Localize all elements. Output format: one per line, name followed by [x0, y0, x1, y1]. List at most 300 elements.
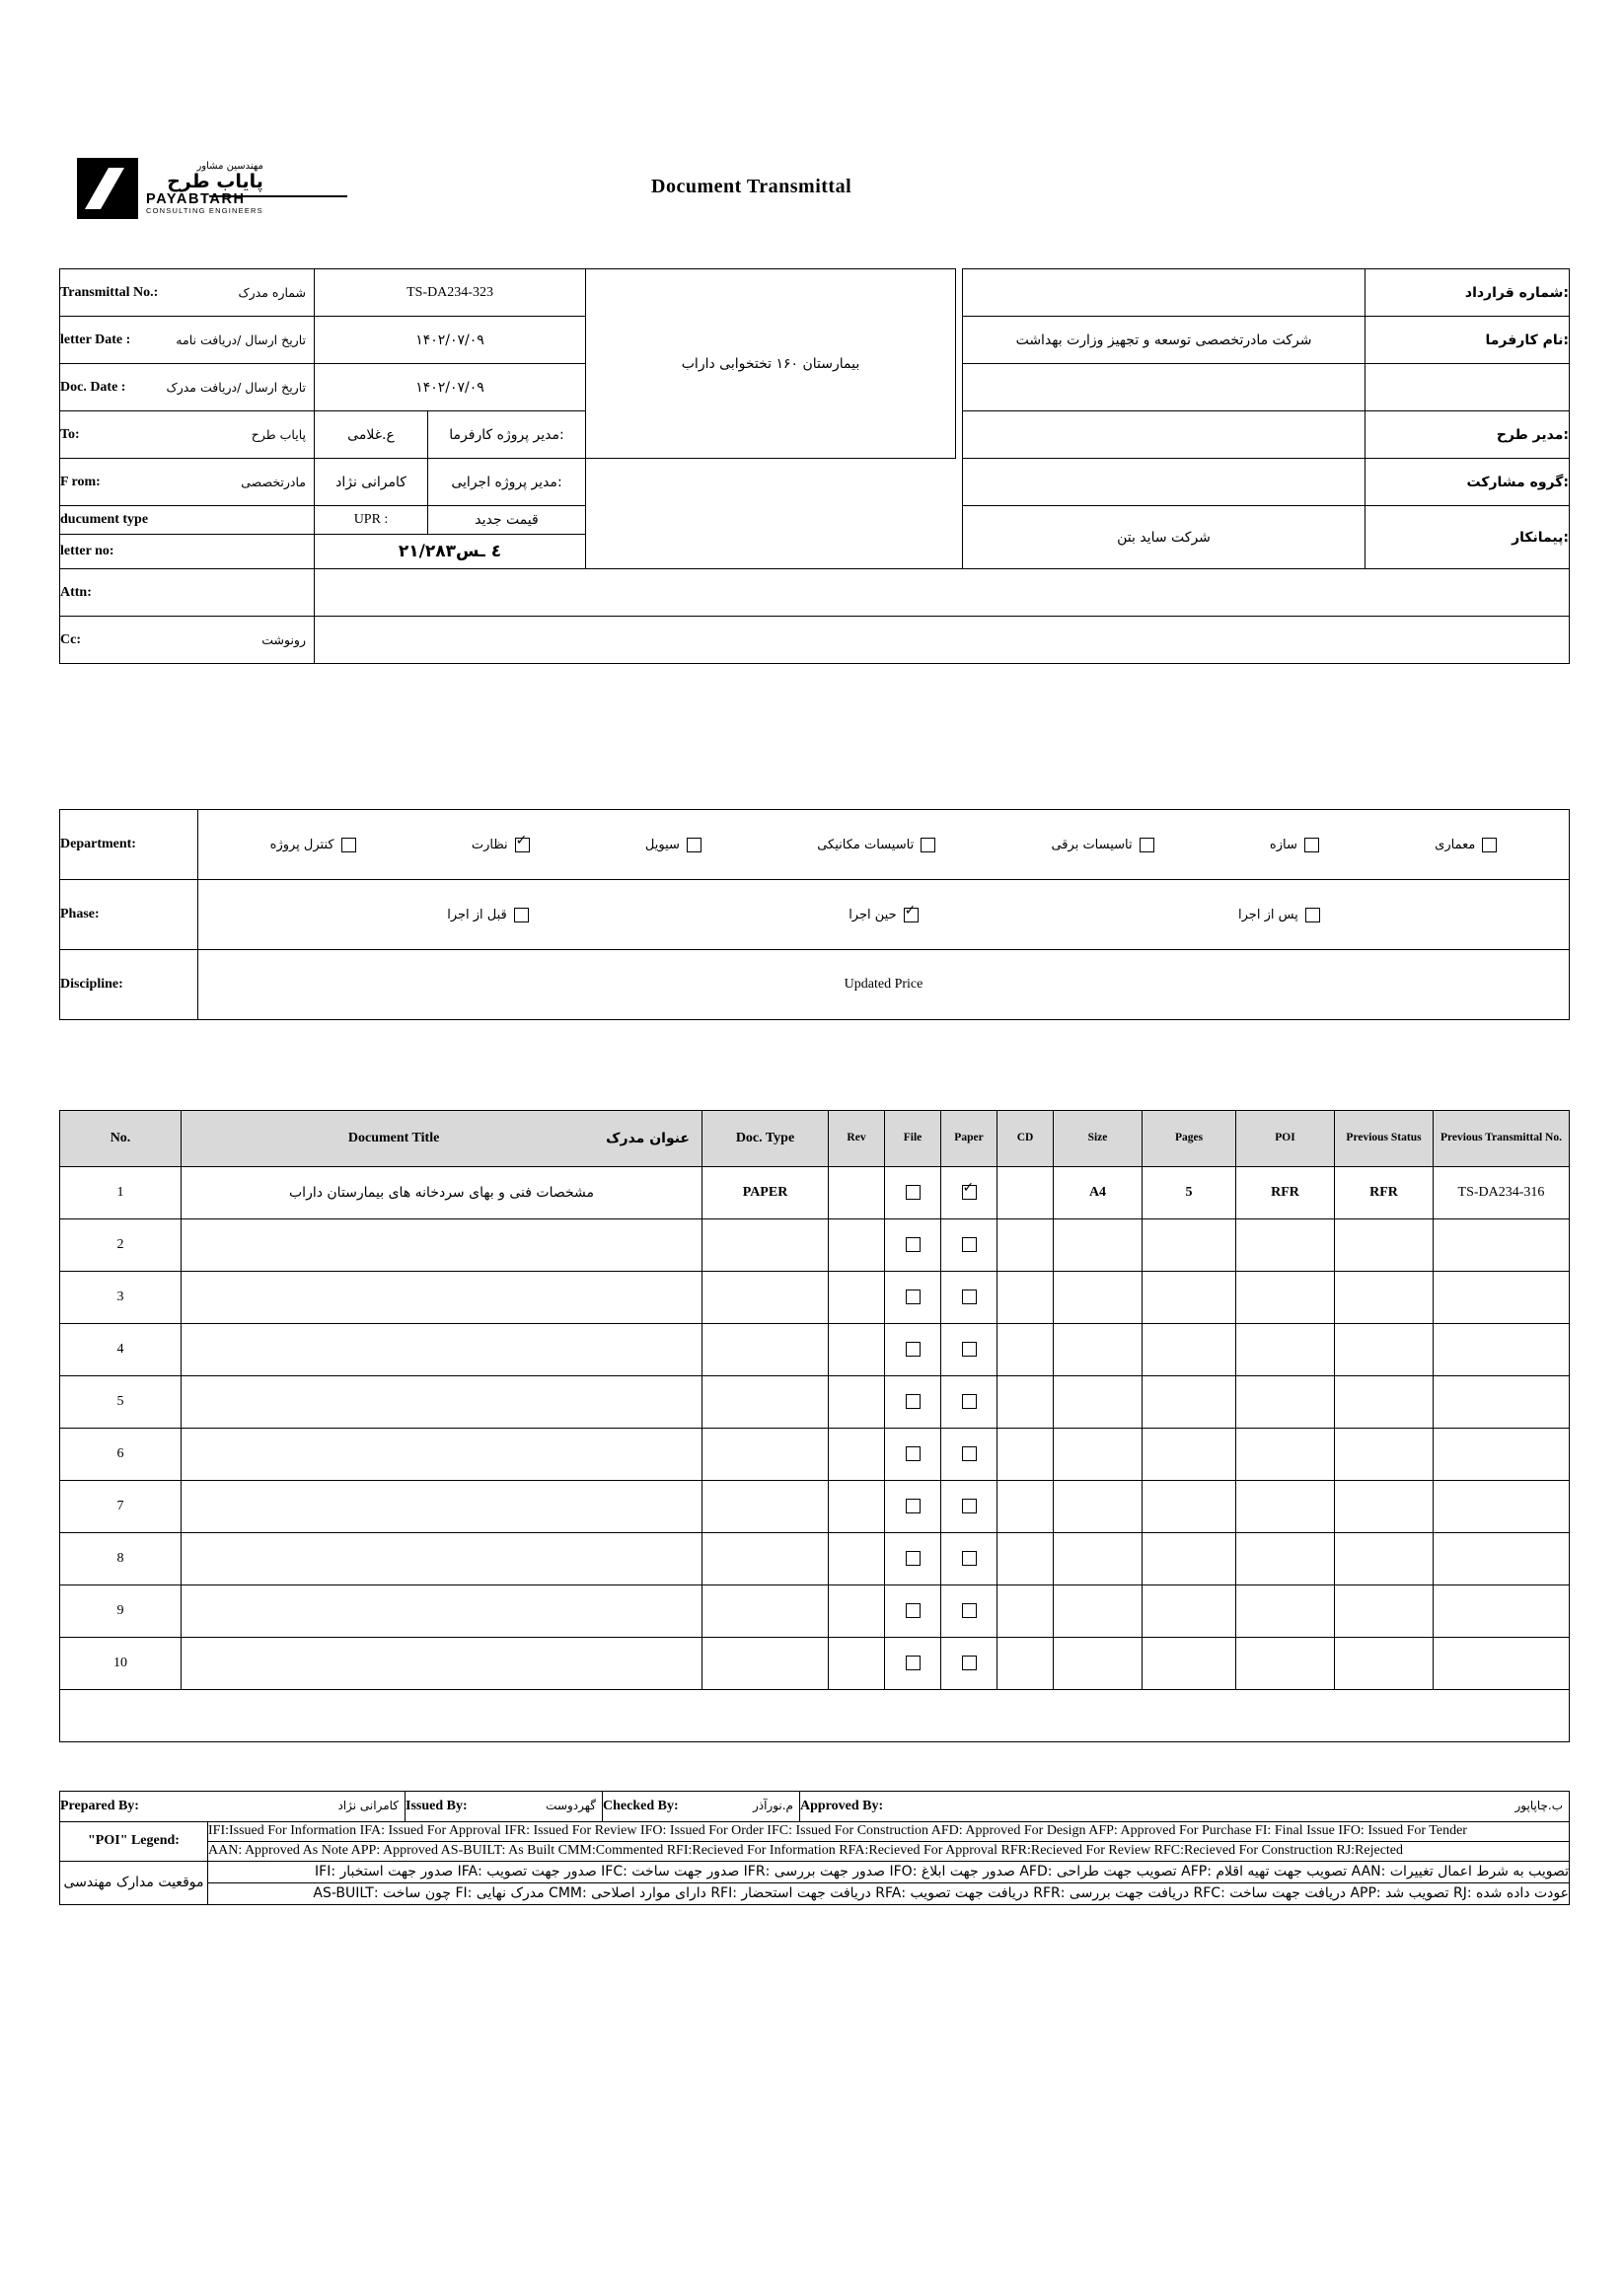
- checkbox-icon[interactable]: [962, 1656, 977, 1670]
- prepared-by-cell: [60, 1792, 406, 1822]
- notes-area[interactable]: [60, 1690, 1570, 1742]
- cell-pages: [1143, 1324, 1236, 1376]
- logo-mark-icon: [77, 158, 138, 219]
- logo-fa-big: پایاب طرح: [167, 170, 263, 192]
- label-fa: مادرتخصصی: [241, 474, 306, 489]
- checkbox-icon[interactable]: [962, 1551, 977, 1566]
- legend-row-1: [60, 1822, 1570, 1842]
- legend-row-3: [60, 1861, 1570, 1882]
- cell-poi: [1236, 1429, 1335, 1481]
- cell-size: [1054, 1219, 1143, 1272]
- cell-cd: [997, 1638, 1054, 1690]
- label-en: Attn:: [60, 584, 92, 600]
- cell-no: 6: [60, 1429, 182, 1481]
- dept-option-label: سیویل: [644, 837, 680, 852]
- checkbox-icon[interactable]: [906, 1603, 921, 1618]
- cell-cd: [997, 1429, 1054, 1481]
- transmittal-info-block: [59, 268, 1569, 664]
- cell-no: 7: [60, 1481, 182, 1533]
- value-doc-date: ۱۴۰۲/۰۷/۰۹: [315, 364, 586, 411]
- checkbox-icon[interactable]: [514, 908, 529, 922]
- cell-no: 5: [60, 1376, 182, 1429]
- info-row: [60, 269, 1570, 317]
- cell-title: [182, 1481, 702, 1533]
- checkbox-icon[interactable]: [1140, 838, 1154, 852]
- cell-file[interactable]: [885, 1429, 941, 1481]
- cell-title: مشخصات فنی و بهای سردخانه های بیمارستان داراب: [182, 1167, 702, 1219]
- col-previous-transmittal-no: Previous Transmittal No.: [1434, 1111, 1570, 1167]
- cell-size: [1054, 1585, 1143, 1638]
- cell-paper[interactable]: [941, 1219, 997, 1272]
- cell-pages: [1143, 1376, 1236, 1429]
- cell-file[interactable]: [885, 1376, 941, 1429]
- cell-previous-transmittal-no: [1434, 1272, 1570, 1324]
- cell-previous-status: RFR: [1335, 1167, 1434, 1219]
- label-plan-manager: مدیر طرح:: [1366, 411, 1570, 459]
- col-document-title-fa: عنوان مدرک: [606, 1131, 690, 1146]
- checkbox-icon[interactable]: [921, 838, 935, 852]
- cell-cd: [997, 1481, 1054, 1533]
- label-discipline: Discipline:: [60, 950, 198, 1020]
- cell-previous-transmittal-no: TS-DA234-316: [1434, 1167, 1570, 1219]
- checked-by-cell: [603, 1792, 800, 1822]
- col-cd: CD: [997, 1111, 1054, 1167]
- cell-pages: [1143, 1481, 1236, 1533]
- label-en: letter no:: [60, 544, 114, 558]
- cell-doc-type: [702, 1585, 829, 1638]
- value-employer-name: شرکت مادرتخصصی توسعه و تجهیز وزارت بهداشت: [963, 317, 1366, 364]
- cell-no: 9: [60, 1585, 182, 1638]
- legend-line-3: تصویب به شرط اعمال تغییرات :AAN تصویب جهت تهیه اقلام :AFP تصویب جهت طراحی :AFD صدور جهت ابلاغ :IFO صدور جهت بررسی :IFR صدور جهت ساخت :IFC صدور جهت تصویب :IFA صدور جهت استخبار :IFI: [208, 1861, 1570, 1882]
- phase-option-after[interactable]: [1238, 908, 1320, 922]
- value-discipline: Updated Price: [198, 950, 1570, 1020]
- cell-previous-transmittal-no: [1434, 1324, 1570, 1376]
- cell-rev: [829, 1638, 885, 1690]
- cell-title: [182, 1533, 702, 1585]
- cell-pages: [1143, 1219, 1236, 1272]
- table-row[interactable]: [60, 1533, 1570, 1585]
- label-exec-pm: مدیر پروژه اجرایی:: [428, 459, 586, 506]
- dept-option-civil[interactable]: [645, 838, 701, 852]
- company-logo: [77, 158, 263, 219]
- value-transmittal-no: TS-DA234-323: [315, 269, 586, 317]
- cell-poi: [1236, 1219, 1335, 1272]
- cell-no: 4: [60, 1324, 182, 1376]
- dept-option-supervision[interactable]: [472, 838, 530, 852]
- phase-option-label: پس از اجرا: [1238, 907, 1298, 922]
- checkbox-icon[interactable]: [962, 1394, 977, 1409]
- checkbox-icon[interactable]: [962, 1446, 977, 1461]
- phase-option-label: حین اجرا: [849, 907, 897, 922]
- cell-paper[interactable]: [941, 1272, 997, 1324]
- checkbox-icon[interactable]: [906, 1551, 921, 1566]
- cell-doc-type: PAPER: [702, 1167, 829, 1219]
- label-en: letter Date :: [60, 332, 131, 347]
- cell-file[interactable]: [885, 1167, 941, 1219]
- label-employer-name: نام کارفرما:: [1366, 317, 1570, 364]
- cell-file[interactable]: [885, 1272, 941, 1324]
- value-document-type: قیمت جدید: [428, 506, 586, 535]
- checkbox-icon[interactable]: [906, 1289, 921, 1304]
- cell-doc-type: [702, 1638, 829, 1690]
- cell-pages: [1143, 1272, 1236, 1324]
- cell-poi: [1236, 1638, 1335, 1690]
- label-from: [60, 459, 315, 506]
- col-rev: Rev: [829, 1111, 885, 1167]
- value-contract-no: [963, 269, 1366, 317]
- checkbox-icon[interactable]: [906, 1656, 921, 1670]
- value-contractor: شرکت ساید بتن: [963, 506, 1366, 569]
- cell-paper[interactable]: [941, 1638, 997, 1690]
- col-no: No.: [60, 1111, 182, 1167]
- documents-header-row: [60, 1111, 1570, 1167]
- checkbox-icon[interactable]: [1304, 838, 1319, 852]
- label-attn: [60, 569, 315, 617]
- dept-option-structure[interactable]: [1270, 838, 1319, 852]
- cell-doc-type: [702, 1272, 829, 1324]
- cell-title: [182, 1324, 702, 1376]
- documents-block: [59, 1110, 1569, 1742]
- cell-paper[interactable]: [941, 1376, 997, 1429]
- spacer: [956, 269, 963, 569]
- dept-option-label: نظارت: [471, 837, 508, 852]
- cell-previous-transmittal-no: [1434, 1481, 1570, 1533]
- cell-previous-status: [1335, 1324, 1434, 1376]
- cell-previous-transmittal-no: [1434, 1376, 1570, 1429]
- cell-rev: [829, 1324, 885, 1376]
- cell-cd: [997, 1167, 1054, 1219]
- cell-poi: [1236, 1585, 1335, 1638]
- approved-by-cell: [800, 1792, 1570, 1822]
- logo-fa-small: مهندسین مشاور: [196, 161, 263, 173]
- value-plan-manager: [963, 411, 1366, 459]
- cell-rev: [829, 1481, 885, 1533]
- label-phase: Phase:: [60, 880, 198, 950]
- cell-pages: [1143, 1638, 1236, 1690]
- cell-previous-status: [1335, 1376, 1434, 1429]
- cell-doc-type: [702, 1533, 829, 1585]
- phase-option-before[interactable]: [447, 908, 529, 922]
- cell-size: [1054, 1324, 1143, 1376]
- dept-option-label: کنترل پروژه: [269, 837, 334, 852]
- page-title: Document Transmittal: [651, 176, 852, 197]
- table-row[interactable]: [60, 1429, 1570, 1481]
- checkbox-icon[interactable]: [687, 838, 701, 852]
- cell-file[interactable]: [885, 1481, 941, 1533]
- col-pages: Pages: [1143, 1111, 1236, 1167]
- table-row[interactable]: [60, 1272, 1570, 1324]
- cell-cd: [997, 1272, 1054, 1324]
- cell-rev: [829, 1167, 885, 1219]
- cell-title: [182, 1638, 702, 1690]
- cell-previous-transmittal-no: [1434, 1533, 1570, 1585]
- value-from: کامرانی نژاد: [315, 459, 428, 506]
- cell-no: 8: [60, 1533, 182, 1585]
- cell-file[interactable]: [885, 1533, 941, 1585]
- cell-paper[interactable]: [941, 1167, 997, 1219]
- col-doc-type: Doc. Type: [702, 1111, 829, 1167]
- logo-divider: [209, 195, 347, 197]
- signature-legend-block: [59, 1791, 1569, 1905]
- checkbox-icon[interactable]: [1482, 838, 1497, 852]
- checked-by-name: م.نورآذر: [752, 1799, 793, 1812]
- col-document-title: [182, 1111, 702, 1167]
- dept-option-project-control[interactable]: [270, 838, 356, 852]
- cell-doc-type: [702, 1481, 829, 1533]
- label-transmittal-no: [60, 269, 315, 317]
- cell-previous-transmittal-no: [1434, 1429, 1570, 1481]
- cell-size: [1054, 1376, 1143, 1429]
- label-document-type: [60, 506, 315, 535]
- checkbox-checked-icon[interactable]: [515, 838, 530, 852]
- cell-paper[interactable]: [941, 1481, 997, 1533]
- value-letter-date: ۱۴۰۲/۰۷/۰۹: [315, 317, 586, 364]
- info-row: [60, 569, 1570, 617]
- approved-by-label: Approved By:: [800, 1799, 884, 1813]
- label-blank: [1366, 364, 1570, 411]
- cell-title: [182, 1219, 702, 1272]
- info-row: [60, 459, 1570, 506]
- cell-previous-status: [1335, 1481, 1434, 1533]
- cell-doc-type: [702, 1219, 829, 1272]
- dept-option-label: تاسیسات مکانیکی: [817, 837, 915, 852]
- cell-poi: RFR: [1236, 1167, 1335, 1219]
- cell-paper[interactable]: [941, 1585, 997, 1638]
- cell-title: [182, 1585, 702, 1638]
- cell-poi: [1236, 1272, 1335, 1324]
- cell-no: 1: [60, 1167, 182, 1219]
- cell-rev: [829, 1585, 885, 1638]
- cell-previous-status: [1335, 1272, 1434, 1324]
- col-file: File: [885, 1111, 941, 1167]
- label-contractor: پیمانکار:: [1366, 506, 1570, 569]
- notes-row: [60, 1690, 1570, 1742]
- cell-doc-type: [702, 1324, 829, 1376]
- label-joint-group: گروه مشارکت:: [1366, 459, 1570, 506]
- info-row: [60, 617, 1570, 664]
- label-cc: [60, 617, 315, 664]
- table-row[interactable]: [60, 1376, 1570, 1429]
- label-letter-date: [60, 317, 315, 364]
- checkbox-icon[interactable]: [962, 1289, 977, 1304]
- label-fa: شماره مدرک: [238, 284, 306, 300]
- cell-rev: [829, 1429, 885, 1481]
- cell-file[interactable]: [885, 1638, 941, 1690]
- col-paper: Paper: [941, 1111, 997, 1167]
- cell-size: [1054, 1481, 1143, 1533]
- label-fa: رونوشت: [261, 631, 306, 647]
- phase-options: [198, 908, 1569, 922]
- col-poi: POI: [1236, 1111, 1335, 1167]
- cell-poi: [1236, 1481, 1335, 1533]
- legend-line-4: عودت داده شده :RJ تصویب شد :APP دریافت جهت ساخت :RFC دریافت جهت بررسی :RFR دریافت جهت تصویب :RFA دریافت جهت استحضار :RFI دارای موارد اصلاحی :CMM مدرک نهایی :FI چون ساخت :AS-BUILT: [208, 1882, 1570, 1904]
- checkbox-icon[interactable]: [962, 1499, 977, 1513]
- department-row: [60, 810, 1570, 880]
- table-row[interactable]: [60, 1167, 1570, 1219]
- checkbox-icon[interactable]: [906, 1446, 921, 1461]
- table-row[interactable]: [60, 1585, 1570, 1638]
- table-row[interactable]: [60, 1481, 1570, 1533]
- mid-blank: [586, 459, 956, 569]
- legend-line-2: AAN: Approved As Note APP: Approved AS-BUILT: As Built CMM:Commented RFI:Recieved For Information RFA:Recieved For Approval RFR:Recieved For Review RFC:Recieved For Construction RJ:Rejected: [208, 1841, 1570, 1861]
- project-name-cell: بیمارستان ۱۶۰ تختخوابی داراب: [586, 269, 956, 459]
- cell-doc-type: [702, 1429, 829, 1481]
- legend-row-4: [60, 1882, 1570, 1904]
- value-blank: [963, 364, 1366, 411]
- cell-size: [1054, 1429, 1143, 1481]
- logo-en: PAYABTARH: [146, 190, 246, 207]
- checkbox-checked-icon[interactable]: [904, 908, 919, 922]
- phase-options-cell: [198, 880, 1570, 950]
- legend-row-2: [60, 1841, 1570, 1861]
- checkbox-icon[interactable]: [1305, 908, 1320, 922]
- checkbox-icon[interactable]: [341, 838, 356, 852]
- checkbox-icon[interactable]: [962, 1603, 977, 1618]
- dept-option-architecture[interactable]: [1435, 838, 1497, 852]
- cell-cd: [997, 1585, 1054, 1638]
- cell-title: [182, 1429, 702, 1481]
- label-department: Department:: [60, 810, 198, 880]
- poi-legend-title: "POI" Legend:: [60, 1822, 208, 1862]
- cell-previous-transmittal-no: [1434, 1219, 1570, 1272]
- cell-file[interactable]: [885, 1219, 941, 1272]
- cell-size: [1054, 1533, 1143, 1585]
- table-row[interactable]: [60, 1324, 1570, 1376]
- checkbox-icon[interactable]: [906, 1342, 921, 1357]
- cell-rev: [829, 1533, 885, 1585]
- checkbox-icon[interactable]: [906, 1394, 921, 1409]
- value-joint-group: [963, 459, 1366, 506]
- cell-poi: [1236, 1376, 1335, 1429]
- discipline-row: [60, 950, 1570, 1020]
- cell-cd: [997, 1533, 1054, 1585]
- page-header: [59, 158, 1569, 266]
- phase-row: [60, 880, 1570, 950]
- label-en: F rom:: [60, 474, 101, 489]
- classification-block: [59, 809, 1569, 1020]
- checkbox-icon[interactable]: [906, 1499, 921, 1513]
- cell-rev: [829, 1219, 885, 1272]
- classification-table: [59, 809, 1570, 1020]
- label-letter-no: [60, 535, 315, 569]
- value-attn: [315, 569, 1570, 617]
- label-fa: پایاب طرح: [251, 426, 306, 442]
- table-row[interactable]: [60, 1638, 1570, 1690]
- cell-poi: [1236, 1324, 1335, 1376]
- cell-size: A4: [1054, 1167, 1143, 1219]
- label-employer-pm: مدیر پروژه کارفرما:: [428, 411, 586, 459]
- department-options-cell: [198, 810, 1570, 880]
- cell-poi: [1236, 1533, 1335, 1585]
- checkbox-icon[interactable]: [906, 1237, 921, 1252]
- cell-paper[interactable]: [941, 1533, 997, 1585]
- dept-option-label: سازه: [1269, 837, 1297, 852]
- cell-cd: [997, 1324, 1054, 1376]
- label-en: To:: [60, 426, 80, 442]
- cell-previous-status: [1335, 1429, 1434, 1481]
- dept-option-label: معماری: [1435, 837, 1476, 852]
- transmittal-info-table: [59, 268, 1570, 664]
- cell-previous-status: [1335, 1638, 1434, 1690]
- checkbox-icon[interactable]: [962, 1237, 977, 1252]
- cell-paper[interactable]: [941, 1324, 997, 1376]
- dept-option-mechanical[interactable]: [817, 838, 935, 852]
- checkbox-icon[interactable]: [906, 1185, 921, 1200]
- phase-option-during[interactable]: [849, 908, 918, 922]
- cell-no: 10: [60, 1638, 182, 1690]
- cell-size: [1054, 1638, 1143, 1690]
- cell-no: 3: [60, 1272, 182, 1324]
- label-en: Doc. Date :: [60, 379, 126, 395]
- engineering-docs-status-label: موقعیت مدارک مهندسی: [60, 1861, 208, 1904]
- checked-by-label: Checked By:: [603, 1799, 679, 1813]
- col-document-title-en: Document Title: [347, 1131, 440, 1145]
- label-contract-no: شماره قرارداد:: [1366, 269, 1570, 317]
- label-fa: تاریخ ارسال /دریافت مدرک: [166, 379, 306, 395]
- department-options: [198, 838, 1569, 852]
- prepared-by-label: Prepared By:: [60, 1799, 139, 1813]
- documents-table: [59, 1110, 1570, 1742]
- cell-pages: 5: [1143, 1167, 1236, 1219]
- signature-row: [60, 1792, 1570, 1822]
- cell-pages: [1143, 1585, 1236, 1638]
- cell-file[interactable]: [885, 1585, 941, 1638]
- issued-by-cell: [406, 1792, 603, 1822]
- prepared-by-name: کامرانی نژاد: [337, 1799, 399, 1812]
- issued-by-label: Issued By:: [406, 1799, 468, 1813]
- dept-option-electrical[interactable]: [1051, 838, 1153, 852]
- issued-by-name: گهردوست: [546, 1799, 596, 1812]
- cell-file[interactable]: [885, 1324, 941, 1376]
- cell-cd: [997, 1376, 1054, 1429]
- value-to: ع.غلامی: [315, 411, 428, 459]
- label-en: ducument type: [60, 512, 149, 527]
- cell-previous-status: [1335, 1585, 1434, 1638]
- cell-title: [182, 1272, 702, 1324]
- cell-doc-type: [702, 1376, 829, 1429]
- cell-cd: [997, 1219, 1054, 1272]
- label-en: Transmittal No.:: [60, 284, 159, 300]
- cell-previous-transmittal-no: [1434, 1638, 1570, 1690]
- label-doc-date: [60, 364, 315, 411]
- cell-title: [182, 1376, 702, 1429]
- logo-text: [146, 162, 263, 215]
- cell-pages: [1143, 1429, 1236, 1481]
- value-letter-no: ۲۱/۲۸۳٤ ـس: [315, 535, 586, 569]
- cell-no: 2: [60, 1219, 182, 1272]
- legend-line-1: IFI:Issued For Information IFA: Issued For Approval IFR: Issued For Review IFO: Issued For Order IFC: Issued For Construction AFD: Approved For Design AFP: Approved For Purchase FI: Final Issue IFO: Issued For Tender: [208, 1822, 1570, 1842]
- dept-option-label: تاسیسات برقی: [1051, 837, 1133, 852]
- checkbox-checked-icon[interactable]: [962, 1185, 977, 1200]
- cell-pages: [1143, 1533, 1236, 1585]
- cell-previous-status: [1335, 1533, 1434, 1585]
- col-previous-status: Previous Status: [1335, 1111, 1434, 1167]
- table-row[interactable]: [60, 1219, 1570, 1272]
- cell-previous-status: [1335, 1219, 1434, 1272]
- cell-rev: [829, 1272, 885, 1324]
- checkbox-icon[interactable]: [962, 1342, 977, 1357]
- cell-paper[interactable]: [941, 1429, 997, 1481]
- cell-rev: [829, 1376, 885, 1429]
- approved-by-name: ب.چاپاپور: [1514, 1799, 1564, 1812]
- cell-size: [1054, 1272, 1143, 1324]
- signature-legend-table: [59, 1791, 1570, 1905]
- label-to: [60, 411, 315, 459]
- logo-en-sub: CONSULTING ENGINEERS: [146, 205, 263, 215]
- col-size: Size: [1054, 1111, 1143, 1167]
- value-document-type-code: UPR :: [315, 506, 428, 535]
- label-fa: تاریخ ارسال /دریافت نامه: [176, 332, 306, 347]
